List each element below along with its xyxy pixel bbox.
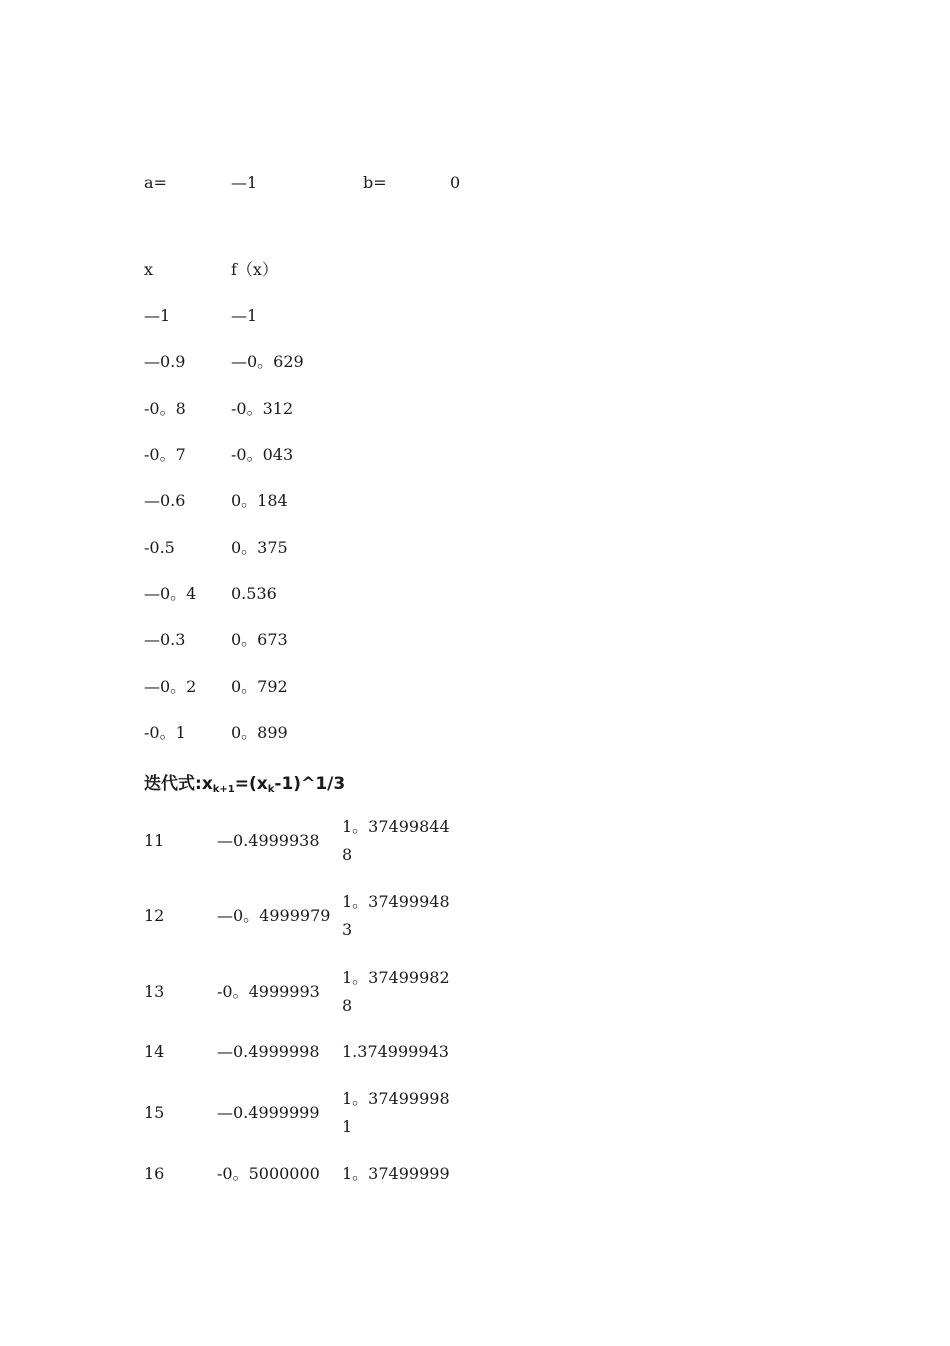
table2-f [342, 813, 450, 869]
table2-k: 12 [144, 906, 165, 925]
table1-fx: —0。629 [231, 352, 304, 371]
table2-x: —0。4999979 [217, 906, 331, 925]
table1-x: —0.3 [144, 630, 186, 649]
table1-fx: —1 [231, 306, 258, 325]
table2-x: -0。4999993 [217, 982, 320, 1001]
table1-header-fx: f（x） [231, 260, 278, 279]
table1-x: -0.5 [144, 538, 175, 557]
table2-f: 1.374999943 [342, 1042, 449, 1061]
table1-fx: -0。043 [231, 445, 294, 464]
table1-x: —1 [144, 306, 171, 325]
table1-fx: -0。312 [231, 399, 294, 418]
table1-x: -0。8 [144, 399, 186, 418]
table2-k: 15 [144, 1103, 165, 1122]
iteration-heading-prefix: 迭代式: [144, 774, 202, 794]
b-value: 0 [450, 173, 461, 192]
table1-fx: 0。792 [231, 677, 288, 696]
table2-f-line2: 8 [342, 996, 353, 1015]
iteration-subscript-k: k [267, 784, 275, 795]
iteration-x: x [201, 774, 213, 794]
table2-f [342, 888, 450, 944]
table2-f-line2: 3 [342, 920, 353, 939]
table2-x: —0.4999998 [217, 1042, 320, 1061]
table2-f [342, 1085, 450, 1141]
table2-f: 1。37499999 [342, 1164, 450, 1183]
table1-header-x: x [144, 260, 154, 279]
table2-x: —0.4999938 [217, 831, 320, 850]
iteration-rest: -1)^1/3 [274, 774, 346, 794]
table2-k: 13 [144, 982, 165, 1001]
table2-k: 14 [144, 1042, 165, 1061]
b-label: b= [363, 173, 387, 192]
table1-x: -0。7 [144, 445, 186, 464]
table2-f-line1: 1。37499982 [342, 968, 450, 987]
table1-x: -0。1 [144, 723, 186, 742]
table2-x: -0。5000000 [217, 1164, 320, 1183]
iteration-eq: =(x [234, 774, 268, 794]
a-value: —1 [231, 173, 258, 192]
a-label: a= [144, 173, 167, 192]
iteration-subscript-k1: k+1 [212, 784, 235, 795]
table2-f-line1: 1。37499948 [342, 892, 450, 911]
table2-f-line2: 1 [342, 1117, 353, 1136]
table1-x: —0.6 [144, 491, 186, 510]
table1-fx: 0.536 [231, 584, 277, 603]
table1-x: —0。2 [144, 677, 197, 696]
table2-k: 16 [144, 1164, 165, 1183]
table2-x: —0.4999999 [217, 1103, 320, 1122]
table2-f-line1: 1。37499844 [342, 817, 450, 836]
table2-f-line1: 1。37499998 [342, 1089, 450, 1108]
table1-x: —0。4 [144, 584, 197, 603]
table1-x: —0.9 [144, 352, 186, 371]
iteration-heading [144, 776, 345, 795]
table1-fx: 0。673 [231, 630, 288, 649]
table1-fx: 0。184 [231, 491, 288, 510]
table1-fx: 0。375 [231, 538, 288, 557]
table1-fx: 0。899 [231, 723, 288, 742]
table2-k: 11 [144, 831, 165, 850]
table2-f-line2: 8 [342, 845, 353, 864]
table2-f [342, 964, 450, 1020]
